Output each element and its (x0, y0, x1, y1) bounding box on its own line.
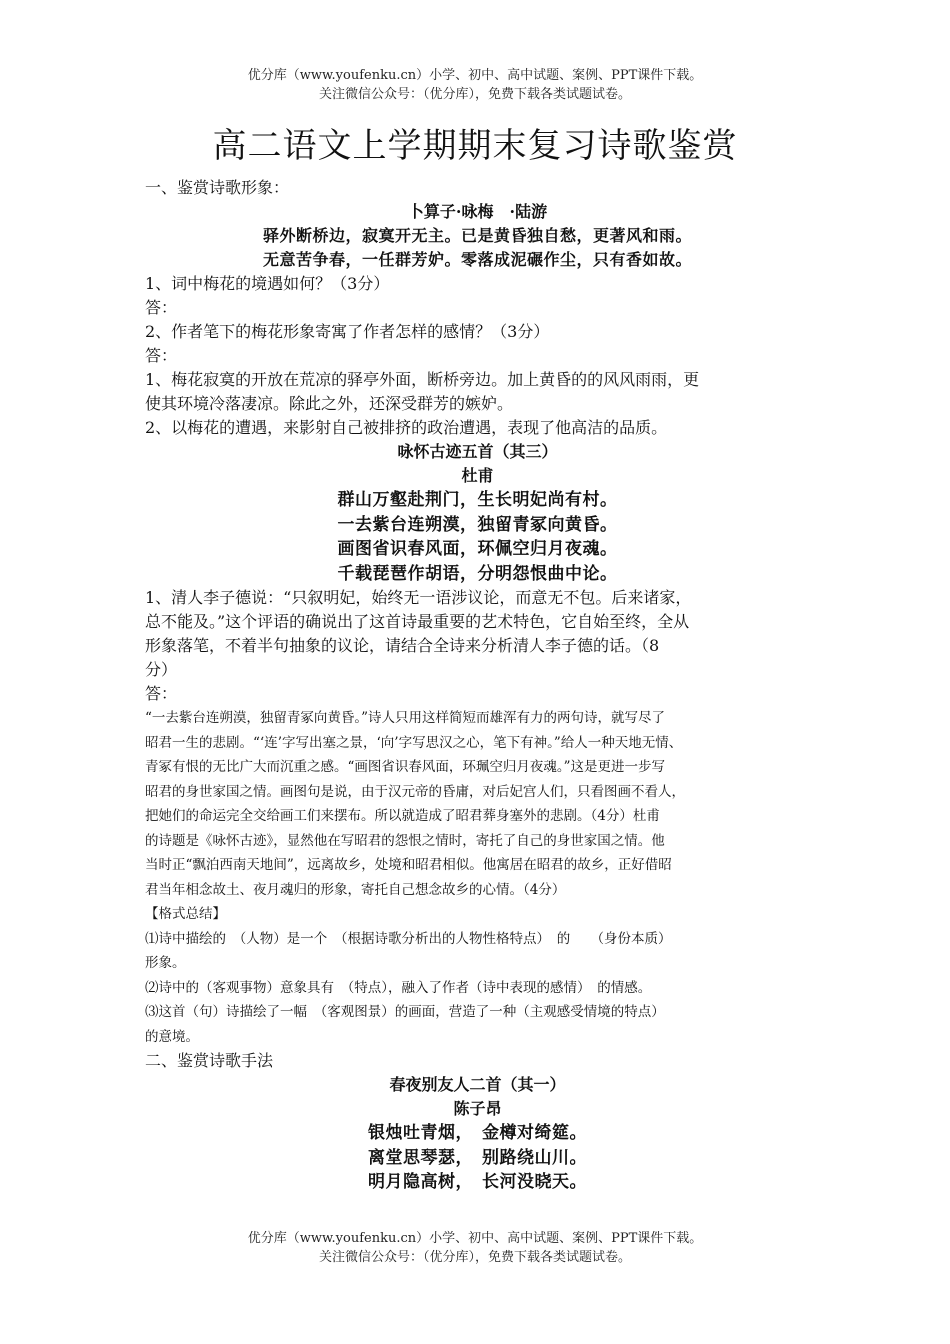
format-summary-heading: 【格式总结】 (145, 906, 226, 922)
section-2-heading: 二、鉴赏诗歌手法 (145, 1051, 274, 1070)
header-line-1: 优分库（www.youfenku.cn）小学、初中、高中试题、案例、PPT课件下载。 (247, 68, 703, 83)
page-footer (0, 1229, 950, 1267)
answer-3-label: 答： (145, 684, 178, 703)
poem-2-title: 咏怀古迹五首（其三） (397, 442, 558, 461)
section-1-heading: 一、鉴赏诗歌形象： (145, 178, 290, 197)
format-summary-line: 的意境。 (145, 1028, 199, 1045)
answer-3-line: 把她们的命运完全交给画工们来摆布。所以就造成了昭君葬身塞外的悲剧。（4分）杜甫 (145, 808, 660, 824)
document-title: 高二语文上学期期末复习诗歌鉴赏 (212, 126, 738, 166)
question-1: 1、词中梅花的境遇如何？（3分） (145, 274, 390, 293)
answer-3-line: 青冢有恨的无比广大而沉重之感。“画图省识春风面，环珮空归月夜魂。”这是更进一步写 (145, 759, 666, 775)
question-3-line: 形象落笔，不着半句抽象的议论，请结合全诗来分析清人李子德的话。（8 (145, 636, 660, 655)
answer-3-line: 昭君一生的悲剧。“‘连’字写出塞之景，‘向’字写思汉之心，笔下有神。”给人一种天地无情、 (145, 734, 683, 751)
poem-1-line: 驿外断桥边，寂寞开无主。已是黄昏独自愁，更著风和雨。 (262, 226, 692, 245)
answer-3-line: 昭君的身世家国之情。画图句是说，由于汉元帝的昏庸，对后妃宫人们，只看图画不看人， (145, 783, 685, 800)
poem-3-line: 离堂思琴瑟， 别路绕山川。 (368, 1147, 587, 1168)
poem-2-line: 一去紫台连朔漠，独留青冢向黄昏。 (337, 514, 618, 535)
footer-line-1: 优分库（www.youfenku.cn）小学、初中、高中试题、案例、PPT课件下载。 (247, 1231, 703, 1246)
answer-line: 1、梅花寂寞的开放在荒凉的驿亭外面，断桥旁边。加上黄昏的的风风雨雨，更 (145, 370, 700, 389)
question-3-line: 1、清人李子德说：“只叙明妃，始终无一语涉议论，而意无不包。后来诸家， (145, 588, 692, 607)
page-header (0, 66, 950, 104)
answer-3-line: 君当年相念故土、夜月魂归的形象，寄托自己想念故乡的心情。（4分） (145, 881, 566, 898)
poem-2-author: 杜甫 (461, 466, 494, 485)
question-2: 2、作者笔下的梅花形象寄寓了作者怎样的感情？（3分） (145, 322, 550, 341)
poem-3-title: 春夜别友人二首（其一） (389, 1075, 566, 1094)
poem-3-line: 明月隐高树， 长河没晓天。 (368, 1172, 587, 1192)
footer-line-2: 关注微信公众号：（优分库），免费下载各类试题试卷。 (318, 1250, 631, 1265)
format-summary-line: ⑶这首（句）诗描绘了一幅 （客观图景）的画面，营造了一种（主观感受情境的特点） (145, 1004, 665, 1020)
format-summary-line: 形象。 (145, 955, 186, 971)
answer-2-label: 答： (145, 346, 178, 365)
poem-2 (145, 440, 810, 586)
answer-3-line: “一去紫台连朔漠，独留青冢向黄昏。”诗人只用这样简短而雄浑有力的两句诗，就写尽了 (145, 710, 666, 726)
poem-1-line: 无意苦争春，一任群芳妒。零落成泥碾作尘，只有香如故。 (262, 250, 692, 269)
answer-line: 2、以梅花的遭遇，来影射自己被排挤的政治遭遇，表现了他高洁的品质。 (145, 418, 668, 437)
poem-3-line: 银烛吐青烟， 金樽对绮筵。 (368, 1123, 587, 1143)
poem-3 (145, 1073, 810, 1195)
header-line-2: 关注微信公众号：（优分库），免费下载各类试题试卷。 (318, 87, 631, 102)
format-summary-line: ⑵诗中的（客观事物）意象具有 （特点），融入了作者（诗中表现的感情） 的情感。 (145, 979, 652, 996)
poem-3-author: 陈子昂 (453, 1099, 502, 1118)
answer-line: 使其环境冷落凄凉。除此之外，还深受群芳的嫉妒。 (145, 394, 514, 413)
question-3-line: 总不能及。”这个评语的确说出了这首诗最重要的艺术特色，它自始至终，全从 (145, 612, 690, 631)
poem-2-line: 画图省识春风面，环佩空归月夜魂。 (337, 539, 618, 559)
answer-3-line: 当时正“飘泊西南天地间”，远离故乡，处境和昭君相似。他寓居在昭君的故乡，正好借昭 (145, 857, 672, 873)
poem-1 (145, 200, 810, 272)
document-body (145, 176, 810, 1195)
format-summary-line: ⑴诗中描绘的 （人物）是一个 （根据诗歌分析出的人物性格特点） 的 （身份本质） (145, 930, 672, 947)
poem-2-line: 群山万壑赴荆门，生长明妃尚有村。 (337, 490, 618, 510)
question-3-line: 分） (145, 660, 178, 679)
answer-3-line: 的诗题是《咏怀古迹》，显然他在写昭君的怨恨之情时，寄托了自己的身世家国之情。他 (145, 832, 665, 849)
poem-1-title: 卜算子·咏梅 ·陆游 (407, 202, 548, 221)
poem-2-line: 千载琵琶作胡语，分明怨恨曲中论。 (337, 563, 618, 584)
answer-1-label: 答： (145, 298, 178, 317)
